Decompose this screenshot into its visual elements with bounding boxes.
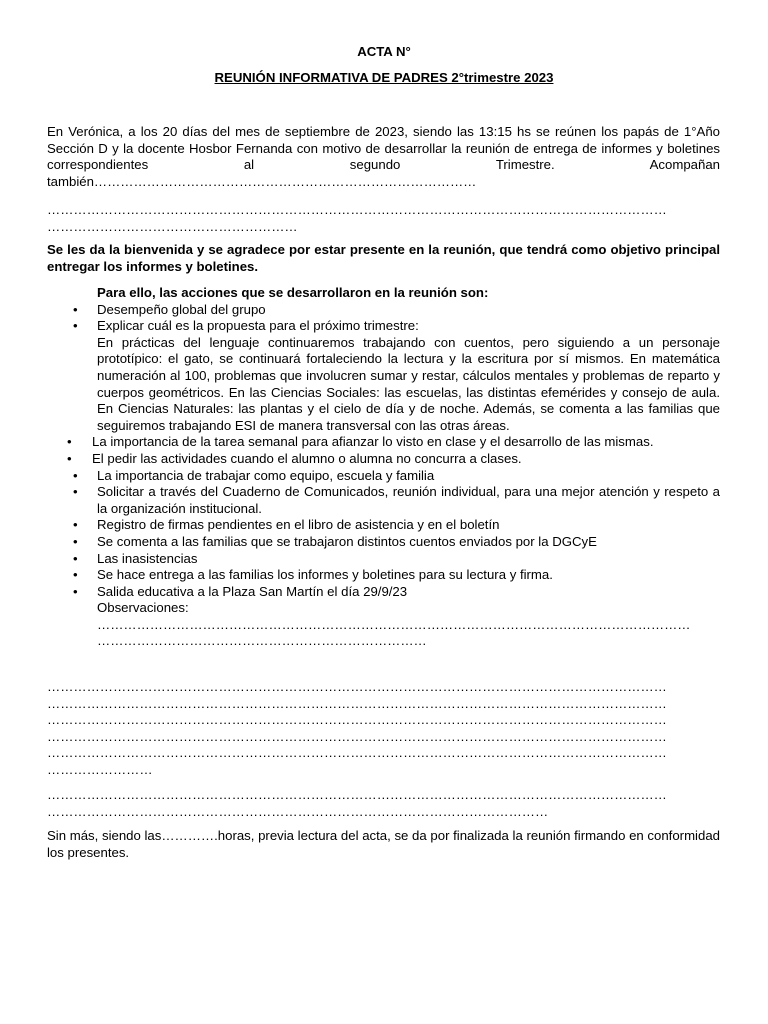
dotted-line: ……………………………………………………………………………………………………………………………: [47, 712, 667, 728]
dotted-line: ………………………………………………………………………………………………………………………: [97, 616, 691, 632]
list-item: • Desempeño global del grupo: [73, 301, 266, 317]
bullet-icon: •: [67, 450, 72, 466]
bullet-icon: •: [73, 533, 78, 549]
bullet-icon: •: [67, 434, 72, 450]
dotted-line: ……………………………………………………………………………………………………………………………: [47, 745, 667, 761]
bullet-icon: •: [73, 484, 78, 500]
dotted-lines-c: [47, 787, 720, 820]
bullet-icon: •: [73, 583, 78, 599]
page-title: ACTA N°: [357, 44, 411, 59]
dotted-line: …………………………………………………………………: [97, 633, 427, 649]
dotted-line: …………………………………………………: [47, 218, 298, 234]
actions-heading: Para ello, las acciones que se desarrollaron en la reunión son:: [97, 285, 489, 300]
list-item: • Explicar cuál es la propuesta para el próximo trimestre: En prácticas del lenguaje continuaremos trabajando con cuentos, pero siguiendo a un personaje prototípico: el gato, se continuará fortaleciendo la lectura y la escritura por sí mismos. En matemática numeración al 100, problemas que involucren sumar y restar, cálculos mentales y problemas de reparto y cuerpos geométricos. En las Ciencias Sociales: las escuelas, las distintas efemérides y consejo de aula. En Ciencias Naturales: las plantas y el cielo de día y de noche. Además, se comenta a las familias que seguiremos trabajando ESI de manera transversal con las otras áreas.: [73, 318, 720, 433]
intro-paragraph: En Verónica, a los 20 días del mes de septiembre de 2023, siendo las 13:15 hs se reúnen los papás de 1°Año Sección D y la docente Hosbor Fernanda con motivo de desarrollar la reunión de entrega de informes y boletines correspondientes al segundo Trimestre. Acompañan también……………………………………………………………………………: [47, 124, 720, 189]
dotted-line: ……………………………………………………………………………………………………………………………: [47, 695, 667, 711]
bullet-icon: •: [73, 467, 78, 483]
actions-section: [47, 285, 720, 650]
dotted-line: ……………………………………………………………………………………………………………………………: [47, 679, 667, 694]
list-item: • Salida educativa a la Plaza San Martín el día 29/9/23 Observaciones: ……………………………………………………………………………………………………………………… …………………………………………………………………: [47, 584, 720, 650]
list-item: • Las inasistencias: [73, 550, 198, 566]
dotted-line: ……………………………………………………………………………………………………………………………: [47, 202, 667, 217]
bullet-icon: •: [73, 301, 78, 317]
bullet-icon: •: [73, 567, 78, 583]
list-item: • Se comenta a las familias que se trabajaron distintos cuentos enviados por la DGCyE: [73, 533, 597, 549]
observations-label: Observaciones:: [97, 600, 189, 616]
list-item: • La importancia de trabajar como equipo, escuela y familia: [73, 467, 435, 483]
actions-list: [47, 302, 720, 650]
list-item: • Se hace entrega a las familias los informes y boletines para su lectura y firma.: [73, 567, 553, 583]
list-item: • Solicitar a través del Cuaderno de Comunicados, reunión individual, para una mejor atención y respeto a la organización institucional.: [73, 484, 720, 516]
list-item: • El pedir las actividades cuando el alumno o alumna no concurra a clases.: [67, 450, 522, 466]
list-item: • La importancia de la tarea semanal para afianzar lo visto en clase y el desarrollo de las mismas.: [67, 434, 654, 450]
dotted-line: ……………………………………………………………………………………………………: [47, 803, 549, 819]
dotted-lines-b: [47, 679, 720, 779]
dotted-line: ……………………: [47, 761, 153, 777]
bullet-icon: •: [73, 550, 78, 566]
bullet-icon: •: [73, 318, 78, 334]
list-item: • Registro de firmas pendientes en el libro de asistencia y en el boletín: [73, 517, 500, 533]
dotted-line: ……………………………………………………………………………………………………………………………: [47, 728, 667, 744]
welcome-paragraph: Se les da la bienvenida y se agradece por estar presente en la reunión, que tendrá como objetivo principal entregar los informes y boletines.: [47, 242, 720, 274]
closing-paragraph: Sin más, siendo las………….horas, previa lectura del acta, se da por finalizada la reunión firmando en conformidad los presentes.: [47, 828, 720, 860]
page-subtitle: REUNIÓN INFORMATIVA DE PADRES 2°trimestre 2023: [214, 70, 554, 85]
bullet-icon: •: [73, 517, 78, 533]
dotted-line: ……………………………………………………………………………………………………………………………: [47, 787, 667, 802]
proposal-detail: En prácticas del lenguaje continuaremos trabajando con cuentos, pero siguiendo a un personaje prototípico: el gato, se continuará fortaleciendo la lectura y la escritura por sí mismos. En matemática numeración al 100, problemas que involucren sumar y restar, cálculos mentales y problemas de reparto y cuerpos geométricos. En las Ciencias Sociales: las escuelas, las distintas efemérides y consejo de aula. En Ciencias Naturales: las plantas y el cielo de día y de noche. Además, se comenta a las familias que seguiremos trabajando ESI de manera transversal con las otras áreas.: [97, 334, 720, 433]
dotted-lines-a: [47, 202, 720, 235]
